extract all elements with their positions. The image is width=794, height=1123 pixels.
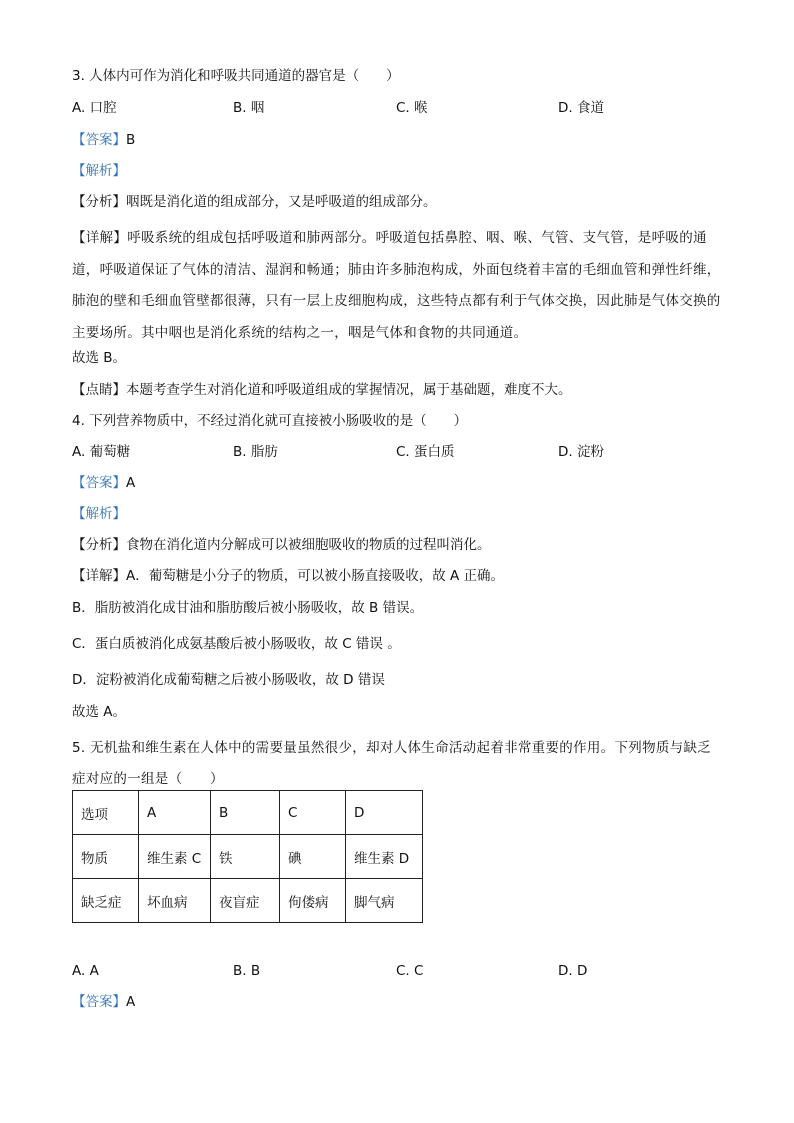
q3-option-d: D. 食道: [558, 100, 604, 116]
q3-xiangjie: 呼吸系统的组成包括呼吸道和肺两部分。呼吸道包括鼻腔、咽、喉、气管、支气管，是呼吸的通道，呼吸道保证了气体的清洁、湿润和畅通；肺由许多肺泡构成，外面包绕着丰富的毛细血管和弹性纤维，肺泡的壁和毛细血管壁都很薄，只有一层上皮细胞构成，这些特点都有利于气体交换，因此肺是气体交换的主要场所。其中咽也是消化系统的结构之一，咽是气体和食物的共同通道。: [72, 230, 721, 341]
q4-option-d: D. 淀粉: [558, 444, 604, 460]
q3-dianjing-line: [72, 380, 722, 400]
table-cell: 碘: [280, 835, 346, 879]
q4-stem: 4. 下列营养物质中，不经过消化就可直接被小肠吸收的是（ ）: [72, 413, 468, 429]
q4-analysis-tag: 【解析】: [72, 506, 126, 522]
q4-answer: A: [126, 475, 136, 491]
q3-stem: 3. 人体内可作为消化和呼吸共同通道的器官是（ ）: [72, 68, 400, 84]
q4-option-c: C. 蛋白质: [396, 444, 455, 460]
q3-xiangjie-paragraph: [72, 223, 724, 349]
answer-tag: 【答案】: [72, 475, 126, 491]
table-cell: 夜盲症: [211, 879, 280, 923]
q5-option-d: D. D: [558, 963, 588, 979]
q4-fenxi: 食物在消化道内分解成可以被细胞吸收的物质的过程叫消化。: [126, 537, 491, 553]
q5-stem: 5. 无机盐和维生素在人体中的需要量虽然很少，却对人体生命活动起着非常重要的作用。下列物质与缺乏症对应的一组是（ ）: [72, 740, 712, 787]
q5-option-c: C. C: [396, 963, 424, 979]
table-cell: 脚气病: [346, 879, 423, 923]
table-cell: 维生素 C: [139, 835, 211, 879]
q3-dianjing: 本题考查学生对消化道和呼吸道组成的掌握情况，属于基础题，难度不大。: [126, 382, 572, 398]
q5-option-b: B. B: [233, 963, 261, 979]
q4-fenxi-line: [72, 535, 722, 555]
answer-tag: 【答案】: [72, 994, 126, 1010]
fenxi-tag: 【分析】: [72, 537, 126, 553]
q3-conclusion: 故选 B。: [72, 350, 127, 366]
table-row: [73, 835, 423, 879]
xiangjie-tag: 【详解】: [72, 568, 126, 584]
q4-option-b: B. 脂肪: [233, 444, 278, 460]
q4-xiangjie: A．葡萄糖是小分子的物质，可以被小肠直接吸收，故 A 正确。: [126, 568, 505, 584]
q5-option-a: A. A: [72, 963, 99, 979]
answer-tag: 【答案】: [72, 132, 126, 148]
table-cell: B: [211, 791, 280, 835]
q4-option-a: A. 葡萄糖: [72, 444, 131, 460]
q3-option-b: B. 咽: [233, 100, 265, 116]
q4-answer-line: [72, 473, 722, 493]
q3-option-a: A. 口腔: [72, 100, 117, 116]
table-cell: A: [139, 791, 211, 835]
table-row: [73, 879, 423, 923]
fenxi-tag: 【分析】: [72, 194, 126, 210]
table-row: [73, 791, 423, 835]
table-cell: 铁: [211, 835, 280, 879]
q3-answer: B: [126, 132, 136, 148]
q3-fenxi: 咽既是消化道的组成部分，又是呼吸道的组成部分。: [126, 194, 437, 210]
q3-option-c: C. 喉: [396, 100, 428, 116]
table-cell: C: [280, 791, 346, 835]
xiangjie-tag: 【详解】: [72, 230, 128, 246]
table-cell: 佝偻病: [280, 879, 346, 923]
table-cell: 缺乏症: [73, 879, 139, 923]
q5-answer: A: [126, 994, 136, 1010]
table-cell: 物质: [73, 835, 139, 879]
q3-fenxi-line: [72, 192, 722, 212]
table-cell: 维生素 D: [346, 835, 423, 879]
table-cell: 选项: [73, 791, 139, 835]
q4-conclusion: 故选 A。: [72, 704, 127, 720]
q5-table: [72, 790, 423, 923]
q3-analysis-tag: 【解析】: [72, 163, 126, 179]
table-cell: D: [346, 791, 423, 835]
q4-line-c: C．蛋白质被消化成氨基酸后被小肠吸收，故 C 错误 。: [72, 636, 401, 652]
q3-answer-line: [72, 130, 722, 150]
q4-xiangjie-line: [72, 566, 722, 586]
dianjing-tag: 【点睛】: [72, 382, 126, 398]
q4-line-b: B．脂肪被消化成甘油和脂肪酸后被小肠吸收，故 B 错误。: [72, 600, 424, 616]
q4-line-d: D．淀粉被消化成葡萄糖之后被小肠吸收，故 D 错误: [72, 672, 385, 688]
q5-answer-line: [72, 992, 722, 1012]
table-cell: 坏血病: [139, 879, 211, 923]
